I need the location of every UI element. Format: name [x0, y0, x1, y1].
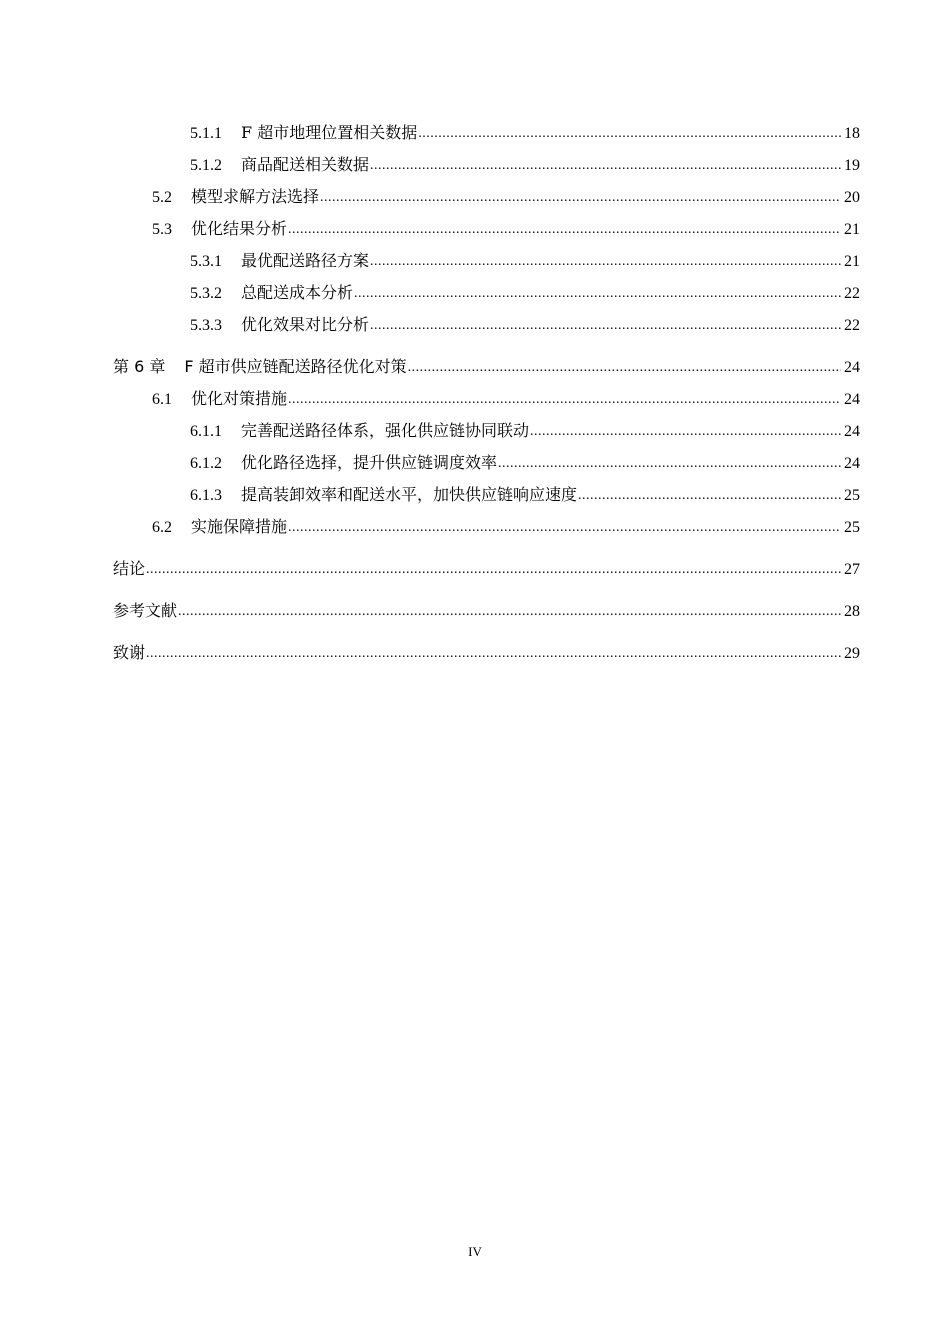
- toc-entry-number: 5.3: [152, 221, 172, 238]
- toc-entry-number: 5.2: [152, 189, 172, 206]
- toc-entry[interactable]: [113, 479, 860, 511]
- toc-chapter-entry[interactable]: [113, 637, 860, 669]
- toc-entry-number: 5.3.3: [190, 317, 222, 334]
- toc-dot-leader: [578, 480, 841, 512]
- toc-entry-title: 参考文献: [113, 601, 178, 620]
- toc-entry-number: 5.1.2: [190, 157, 222, 174]
- toc-entry-page: 25: [844, 519, 860, 536]
- toc-entry-title: 结论: [113, 559, 146, 578]
- toc-entry-page: 21: [844, 221, 860, 238]
- toc-dot-leader: [530, 416, 841, 448]
- toc-entry-page: 24: [844, 423, 860, 440]
- toc-entry[interactable]: [113, 415, 860, 447]
- table-of-contents: [113, 117, 860, 669]
- toc-entry-number: 6.1.3: [190, 487, 222, 504]
- toc-chapter-entry[interactable]: [113, 351, 860, 383]
- toc-entry-number: 5.3.2: [190, 285, 222, 302]
- toc-dot-leader: [320, 182, 841, 214]
- toc-entry-title: 优化对策措施: [191, 389, 288, 408]
- page-number-footer: IV: [468, 1244, 482, 1259]
- toc-entry-title: 商品配送相关数据: [241, 155, 370, 174]
- toc-entry-number: 5.1.1: [190, 125, 222, 142]
- toc-entry-title: 优化结果分析: [191, 219, 288, 238]
- toc-dot-leader: [498, 448, 841, 480]
- toc-dot-leader: [370, 246, 841, 278]
- toc-entry[interactable]: [113, 383, 860, 415]
- toc-entry-page: 21: [844, 253, 860, 270]
- toc-entry-title: 提高装卸效率和配送水平，加快供应链响应速度: [241, 485, 578, 504]
- toc-chapter-entry[interactable]: [113, 553, 860, 585]
- toc-entry-page: 28: [844, 603, 860, 620]
- toc-entry-page: 24: [844, 359, 860, 376]
- toc-dot-leader: [288, 384, 841, 416]
- toc-dot-leader: [418, 118, 841, 150]
- toc-entry-title: F 超市地理位置相关数据: [241, 123, 418, 142]
- toc-entry[interactable]: [113, 277, 860, 309]
- toc-entry[interactable]: [113, 181, 860, 213]
- toc-entry-title: 完善配送路径体系，强化供应链协同联动: [241, 421, 530, 440]
- toc-entry-page: 27: [844, 561, 860, 578]
- toc-entry[interactable]: [113, 447, 860, 479]
- toc-dot-leader: [178, 596, 841, 628]
- toc-entry-number: 6.2: [152, 519, 172, 536]
- toc-entry[interactable]: [113, 117, 860, 149]
- toc-entry-title: 优化效果对比分析: [241, 315, 370, 334]
- toc-entry-title: 模型求解方法选择: [191, 187, 320, 206]
- toc-entry-number: 6.1: [152, 391, 172, 408]
- toc-entry-title: 实施保障措施: [191, 517, 288, 536]
- toc-dot-leader: [408, 352, 841, 384]
- toc-entry[interactable]: [113, 213, 860, 245]
- toc-entry-number: 5.3.1: [190, 253, 222, 270]
- toc-entry[interactable]: [113, 511, 860, 543]
- toc-dot-leader: [146, 638, 841, 670]
- toc-entry-page: 25: [844, 487, 860, 504]
- toc-entry-title: 致谢: [113, 643, 146, 662]
- toc-chapter-entry[interactable]: [113, 595, 860, 627]
- toc-entry-number: 6.1.1: [190, 423, 222, 440]
- toc-entry-page: 29: [844, 645, 860, 662]
- toc-dot-leader: [288, 214, 841, 246]
- toc-dot-leader: [370, 310, 841, 342]
- toc-dot-leader: [370, 150, 841, 182]
- toc-entry-page: 19: [844, 157, 860, 174]
- toc-entry-page: 22: [844, 285, 860, 302]
- toc-entry-title: F 超市供应链配送路径优化对策: [184, 357, 407, 376]
- toc-entry-number: 第 6 章: [113, 357, 166, 376]
- toc-entry-title: 总配送成本分析: [241, 283, 354, 302]
- toc-dot-leader: [354, 278, 841, 310]
- toc-dot-leader: [288, 512, 841, 544]
- toc-entry-page: 18: [844, 125, 860, 142]
- toc-entry-page: 22: [844, 317, 860, 334]
- toc-entry[interactable]: [113, 149, 860, 181]
- toc-entry-title: 最优配送路径方案: [241, 251, 370, 270]
- toc-entry[interactable]: [113, 309, 860, 341]
- toc-dot-leader: [146, 554, 841, 586]
- toc-entry-title: 优化路径选择，提升供应链调度效率: [241, 453, 498, 472]
- toc-entry-page: 24: [844, 391, 860, 408]
- toc-entry-page: 20: [844, 189, 860, 206]
- toc-entry-number: 6.1.2: [190, 455, 222, 472]
- toc-entry[interactable]: [113, 245, 860, 277]
- toc-entry-page: 24: [844, 455, 860, 472]
